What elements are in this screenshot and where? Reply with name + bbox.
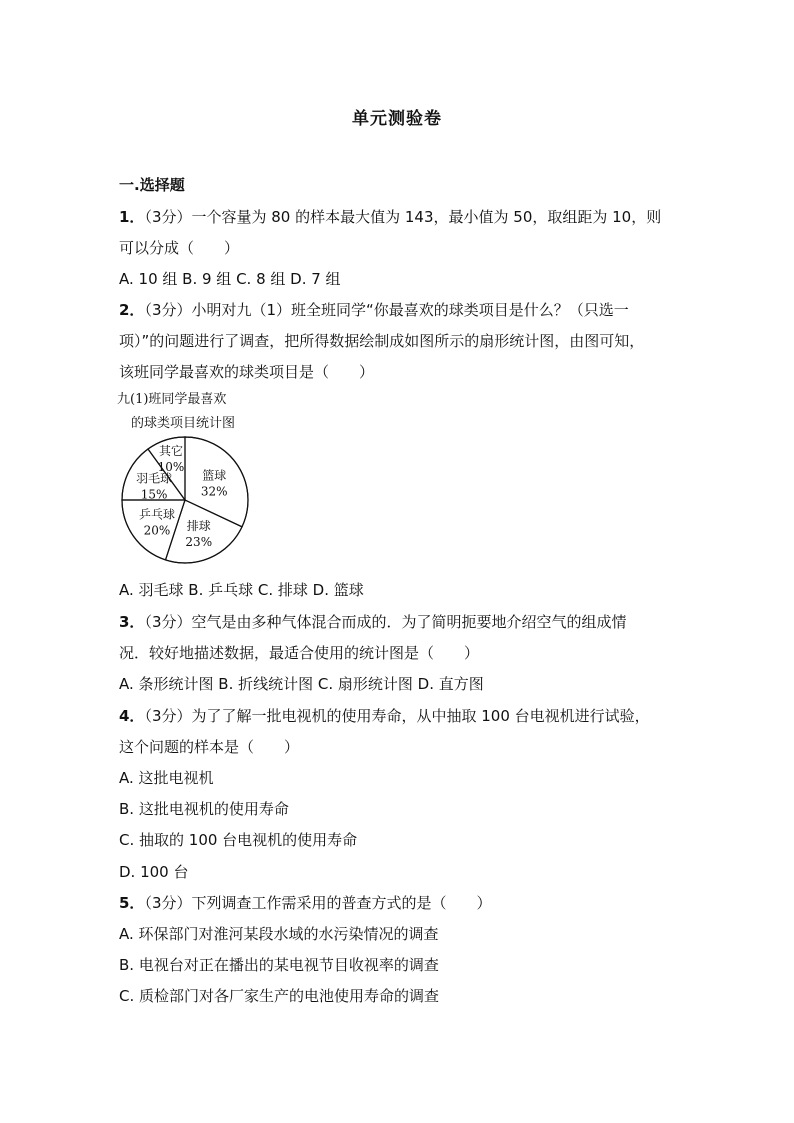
- section-heading: 一.选择题: [119, 176, 185, 194]
- pie-percent-4: 15%: [140, 487, 168, 502]
- q5-line1: [119, 893, 491, 913]
- chart-title-line2: 的球类项目统计图: [131, 416, 236, 431]
- q2-options: A. 羽毛球 B. 乒乓球 C. 排球 D. 篮球: [119, 581, 364, 599]
- q4-option-a: A. 这批电视机: [119, 769, 214, 787]
- q5-text-1: （3分）下列调查工作需采用的普查方式的是（ ）: [144, 894, 492, 912]
- chart-title-line1: 九(1)班同学最喜欢: [117, 392, 227, 407]
- pie-percent-2: 23%: [185, 534, 213, 549]
- pie-percent-3: 20%: [143, 523, 171, 538]
- q3-line2: 况．较好地描述数据，最适合使用的统计图是（ ）: [119, 644, 480, 662]
- q2-number: 2．: [119, 301, 145, 319]
- q2-line3: 该班同学最喜欢的球类项目是（ ）: [119, 363, 375, 381]
- pie-label-5: 其它: [158, 443, 183, 458]
- q5-number: 5．: [119, 894, 145, 912]
- q4-line1: [119, 706, 650, 726]
- q3-text-1: （3分）空气是由多种气体混合而成的．为了简明扼要地介绍空气的组成情: [144, 613, 627, 631]
- pie-percent-5: 10%: [157, 459, 185, 474]
- q1-text-1: （3分）一个容量为 80 的样本最大值为 143，最小值为 50，取组距为 10，则: [144, 208, 662, 226]
- q3-line1: [119, 612, 626, 632]
- q4-number: 4．: [119, 707, 145, 725]
- pie-chart: [115, 388, 265, 573]
- q4-option-b: B. 这批电视机的使用寿命: [119, 800, 289, 818]
- q3-number: 3．: [119, 613, 145, 631]
- q4-line2: 这个问题的样本是（ ）: [119, 738, 300, 756]
- pie-label-2: 排球: [186, 518, 211, 533]
- q1-line2: 可以分成（ ）: [119, 239, 240, 257]
- page-title: 单元测验卷: [352, 109, 442, 129]
- q2-text-1: （3分）小明对九（1）班全班同学“你最喜欢的球类项目是什么？（只选一: [144, 301, 629, 319]
- pie-svg: [115, 388, 265, 573]
- q3-options: A. 条形统计图 B. 折线统计图 C. 扇形统计图 D. 直方图: [119, 675, 484, 693]
- q1-number: 1．: [119, 208, 145, 226]
- q2-line2: 项）”的问题进行了调查，把所得数据绘制成如图所示的扇形统计图，由图可知，: [119, 332, 645, 350]
- pie-label-1: 篮球: [202, 468, 227, 483]
- q5-option-c: C. 质检部门对各厂家生产的电池使用寿命的调查: [119, 987, 440, 1005]
- q4-option-d: D. 100 台: [119, 863, 189, 881]
- q2-line1: [119, 300, 629, 320]
- pie-label-4: 羽毛球: [136, 471, 173, 486]
- q5-option-b: B. 电视台对正在播出的某电视节目收视率的调查: [119, 956, 439, 974]
- q1-line1: [119, 207, 661, 227]
- q5-option-a: A. 环保部门对淮河某段水域的水污染情况的调查: [119, 925, 439, 943]
- pie-percent-1: 32%: [200, 484, 228, 499]
- pie-label-3: 乒乓球: [138, 507, 175, 522]
- q4-option-c: C. 抽取的 100 台电视机的使用寿命: [119, 831, 358, 849]
- q4-text-1: （3分）为了了解一批电视机的使用寿命，从中抽取 100 台电视机进行试验，: [144, 707, 650, 725]
- q1-options: A. 10 组 B. 9 组 C. 8 组 D. 7 组: [119, 270, 341, 288]
